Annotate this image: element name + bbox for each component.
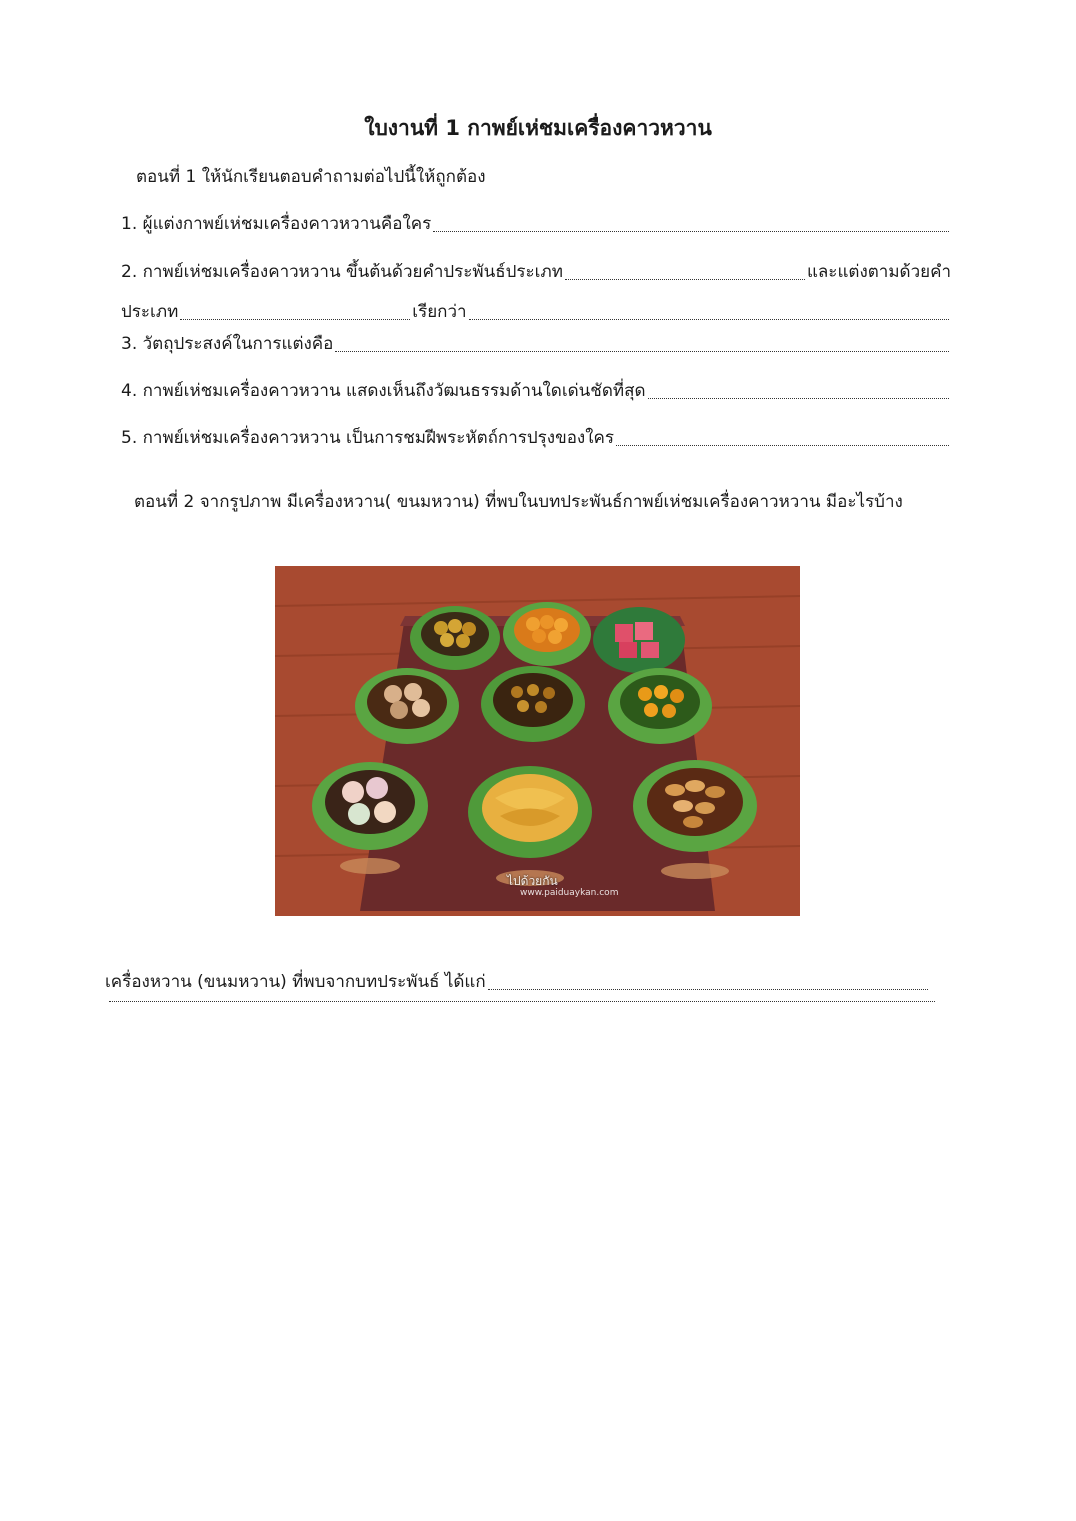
worksheet-title: ใบงานที่ 1 กาพย์เห่ชมเครื่องคาวหวาน	[364, 116, 712, 140]
answer-line-part2[interactable]	[488, 988, 928, 990]
answer-line-2c[interactable]	[469, 318, 949, 320]
question-5	[121, 424, 951, 451]
answer-line-2a[interactable]	[565, 278, 805, 280]
answer-line-5[interactable]	[616, 444, 949, 446]
answer-line-3[interactable]	[335, 350, 949, 352]
answer-row	[105, 968, 930, 995]
answer-line-part2-cont[interactable]	[109, 1000, 935, 1002]
answer-line-2b[interactable]	[180, 318, 410, 320]
question-2-cont	[121, 298, 951, 325]
answer-row-2	[107, 1000, 937, 1007]
question-1-text: 1. ผู้แต่งกาพย์เห่ชมเครื่องคาวหวานคือใคร	[121, 214, 432, 234]
question-3-text: 3. วัตถุประสงค์ในการแต่งคือ	[121, 334, 334, 354]
question-2-text-d: เรียกว่า	[412, 302, 467, 322]
question-2-text-b: และแต่งตามด้วยคำ	[806, 262, 951, 282]
question-2	[121, 258, 951, 285]
question-3	[121, 330, 951, 357]
answer-label: เครื่องหวาน (ขนมหวาน) ที่พบจากบทประพันธ์ ได้แก่	[105, 972, 486, 992]
photo-watermark-url: www.paiduaykan.com	[520, 888, 619, 898]
question-2-text-c: ประเภท	[121, 302, 179, 322]
answer-line-4[interactable]	[648, 397, 950, 399]
photo-watermark: ไปด้วยกัน	[507, 874, 558, 888]
part2-heading: ตอนที่ 2 จากรูปภาพ มีเครื่องหวาน( ขนมหวาน) ที่พบในบทประพันธ์กาพย์เห่ชมเครื่องคาวหวาน มีอะไรบ้าง	[134, 492, 903, 512]
question-5-text: 5. กาพย์เห่ชมเครื่องคาวหวาน เป็นการชมฝีพระหัตถ์การปรุงของใคร	[121, 428, 615, 448]
thai-desserts-photo	[275, 566, 800, 916]
question-4	[121, 377, 951, 404]
question-1	[121, 210, 951, 237]
question-4-text: 4. กาพย์เห่ชมเครื่องคาวหวาน แสดงเห็นถึงวัฒนธรรมด้านใดเด่นชัดที่สุด	[121, 381, 646, 401]
answer-line-1[interactable]	[433, 230, 949, 232]
part1-heading: ตอนที่ 1 ให้นักเรียนตอบคำถามต่อไปนี้ให้ถูกต้อง	[136, 167, 486, 187]
question-2-text-a: 2. กาพย์เห่ชมเครื่องคาวหวาน ขึ้นต้นด้วยคำประพันธ์ประเภท	[121, 262, 563, 282]
